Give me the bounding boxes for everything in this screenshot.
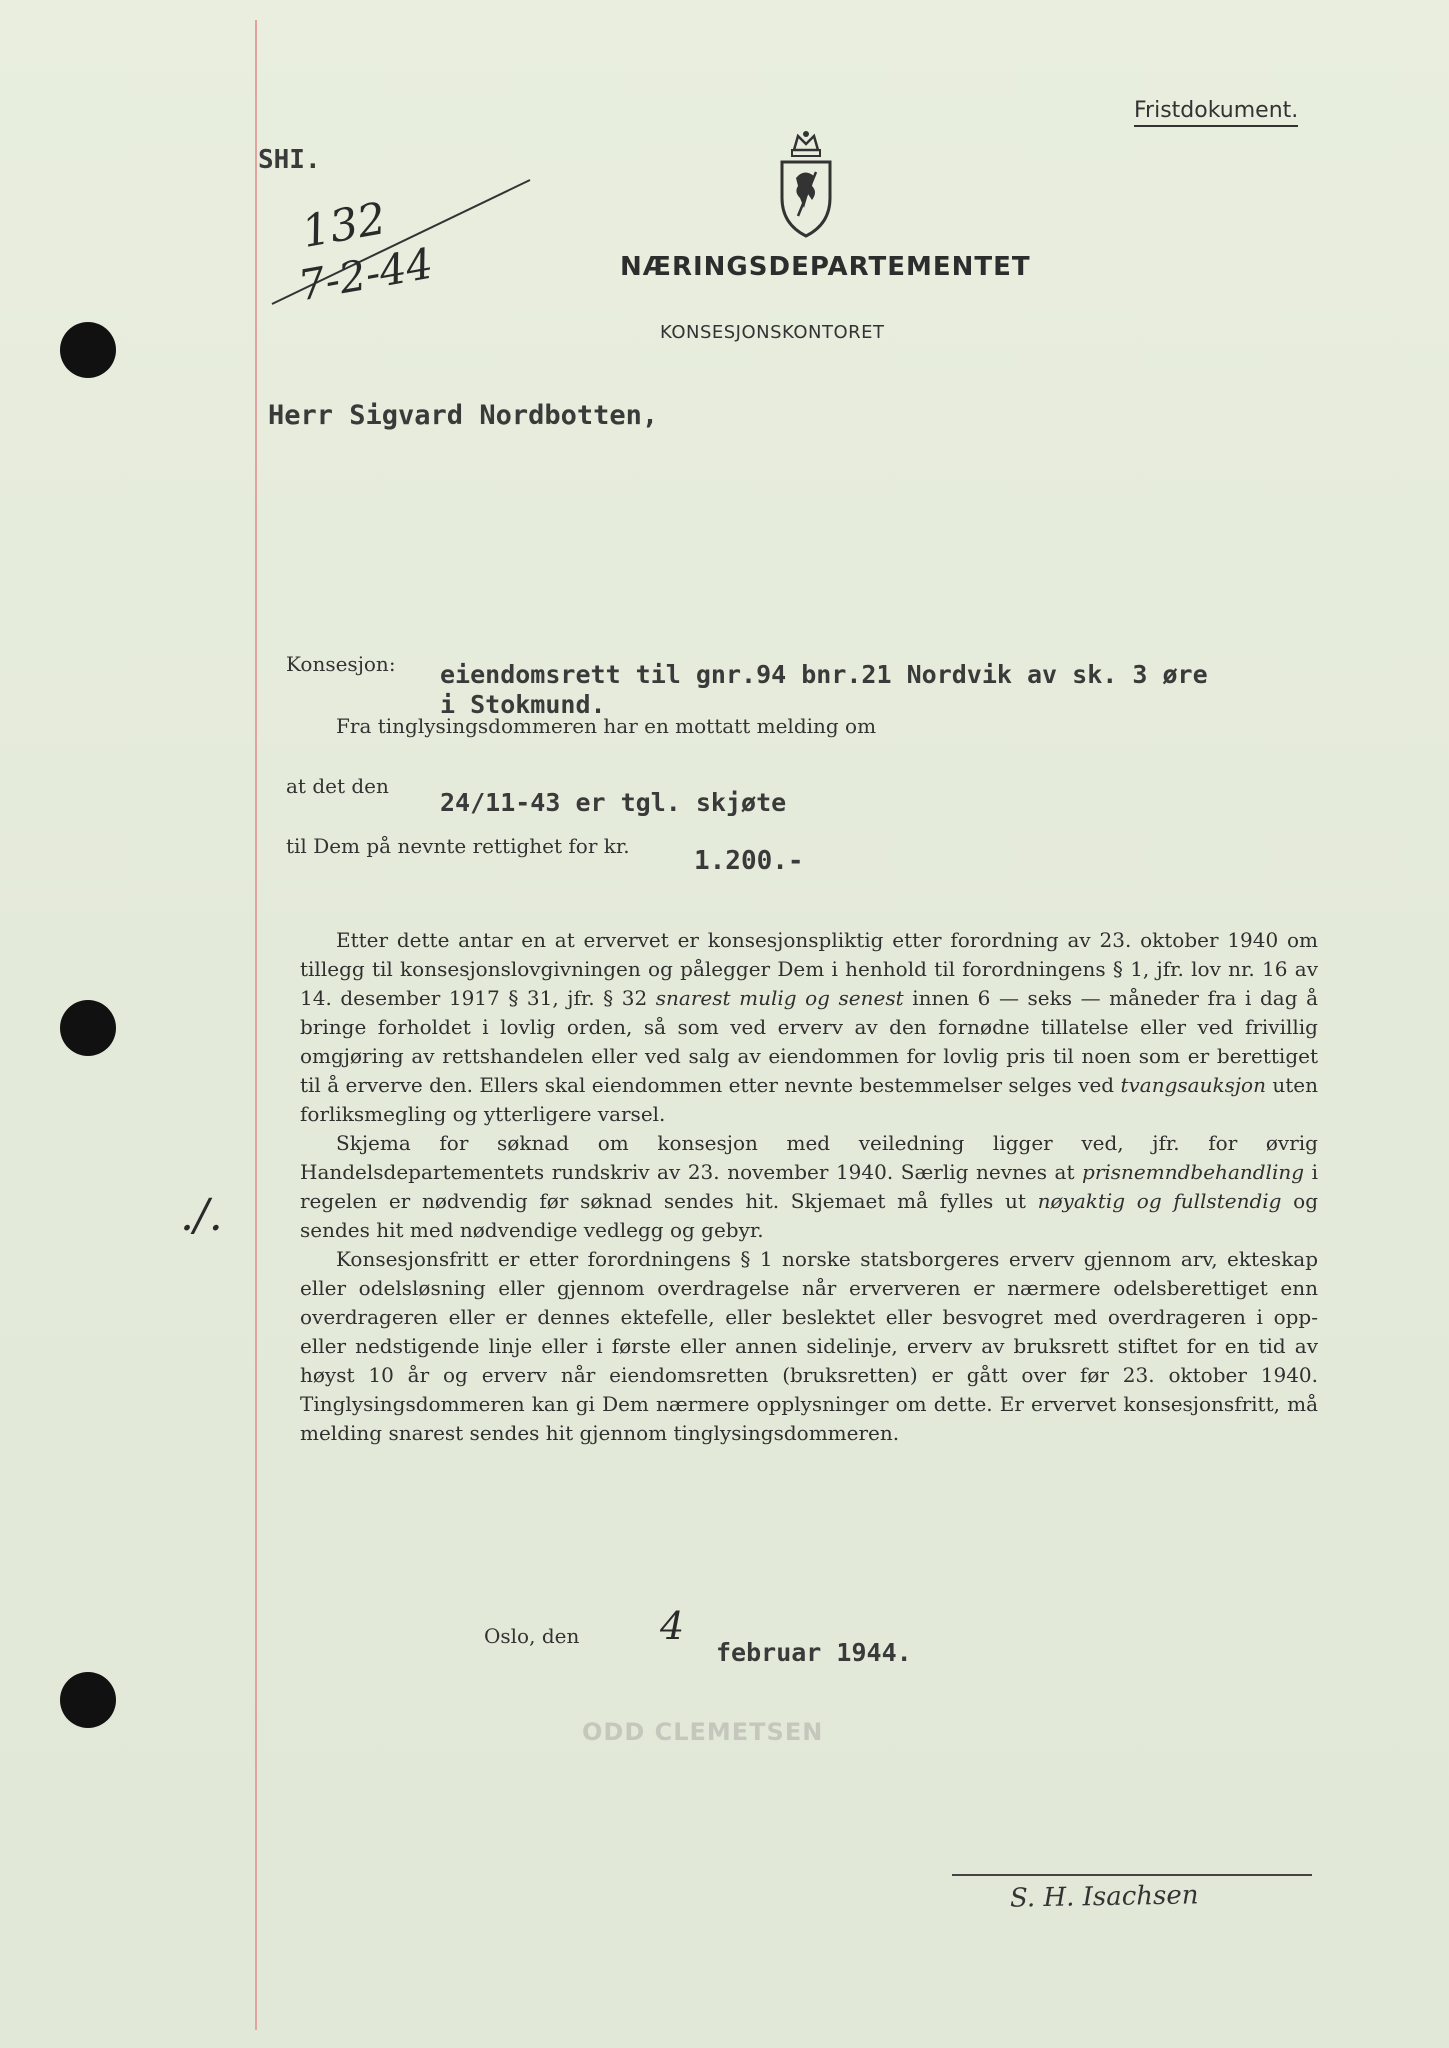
punch-hole-bottom [60,1672,116,1728]
signature-line [952,1874,1312,1876]
handwritten-number: 132 [298,193,390,258]
month-year: februar 1944. [716,1638,912,1667]
body-text [300,926,1318,1448]
konsesjon-value-line1: eiendomsrett til gnr.94 bnr.21 Nordvik av sk. 3 øre [440,660,1208,689]
paragraph-3: Konsesjonsfritt er etter forordningens § 1 norske statsborgeres erverv gjennom arv, ekteskap eller odelsløsning eller gjennom overdragelse når erververen er nærmere odelsberettiget enn overdrageren eller er dennes ektefelle, eller beslektet eller besvogret med overdrageren i opp- eller nedstigende linje eller i første eller annen sidelinje, erverv av bruksrett stiftet for en tid av høyst 10 år og erverv når eiendomsretten (bruksretten) er gått over før 23. oktober 1940. Tinglysingsdommeren kan gi Dem nærmere opplysninger om dette. Er ervervet konsesjonsfritt, må melding snarest sendes hit gjennom tinglysingsdommeren. [300,1247,1318,1445]
recipient: Herr Sigvard Nordbotten, [268,400,659,431]
date-value: 24/11-43 er tgl. skjøte [440,788,787,817]
konsesjon-label: Konsesjon: [286,652,396,676]
paragraph-1: Etter dette antar en at ervervet er konsesjonspliktig etter forordning av 23. oktober 1940 om tillegg til konsesjonslovgivningen og pålegger Dem i henhold til forordningens § 1, jfr. lov nr. 16 av 14. desember 1917 § 31, jfr. § 32 snarest mulig og senest innen 6 — seks — måneder fra i dag å bringe forholdet i lovlig orden, så som ved erverv av den fornødne tillatelse eller ved frivillig omgjøring av rettshandelen eller ved salg av eiendommen for lovlig pris til noen som er berettiget til å erverve den. Ellers skal eiendommen etter nevnte bestemmelser selges ved tvangsauksjon uten forliksmegling og ytterligere varsel. [300,928,1318,1126]
document-type-label: Fristdokument. [1134,98,1298,127]
margin-rule [255,20,257,2030]
name-stamp: ODD CLEMETSEN [582,1718,824,1746]
amount-label: til Dem på nevnte rettighet for kr. [286,834,630,858]
punch-hole-middle [60,1000,116,1056]
margin-mark: ./. [180,1190,223,1241]
office-name: KONSESJONSKONTORET [660,322,885,343]
punch-hole-top [60,322,116,378]
coat-of-arms-icon [774,128,838,240]
konsesjon-value-line2: i Stokmund. [440,690,606,719]
paragraph-2: Skjema for søknad om konsesjon med veiledning ligger ved, jfr. for øvrig Handelsdepartementets rundskriv av 23. november 1940. Særlig nevnes at prisnemndbehandling i regelen er nødvendig før søknad sendes hit. Skjemaet må fylles ut nøyaktig og fullstendig og sendes hit med nødvendige vedlegg og gebyr. [300,1131,1318,1242]
handwritten-day: 4 [660,1604,685,1648]
intro-text: Fra tinglysingsdommeren har en mottatt melding om [336,714,877,738]
reference-initials: SHI. [258,145,321,175]
place-label: Oslo, den [484,1624,580,1648]
ministry-name: NÆRINGSDEPARTEMENTET [620,252,1031,282]
handwritten-date: 7-2-44 [294,238,437,311]
amount-value: 1.200.- [694,846,804,876]
date-label: at det den [286,774,389,798]
signature: S. H. Isachsen [1009,1880,1199,1914]
